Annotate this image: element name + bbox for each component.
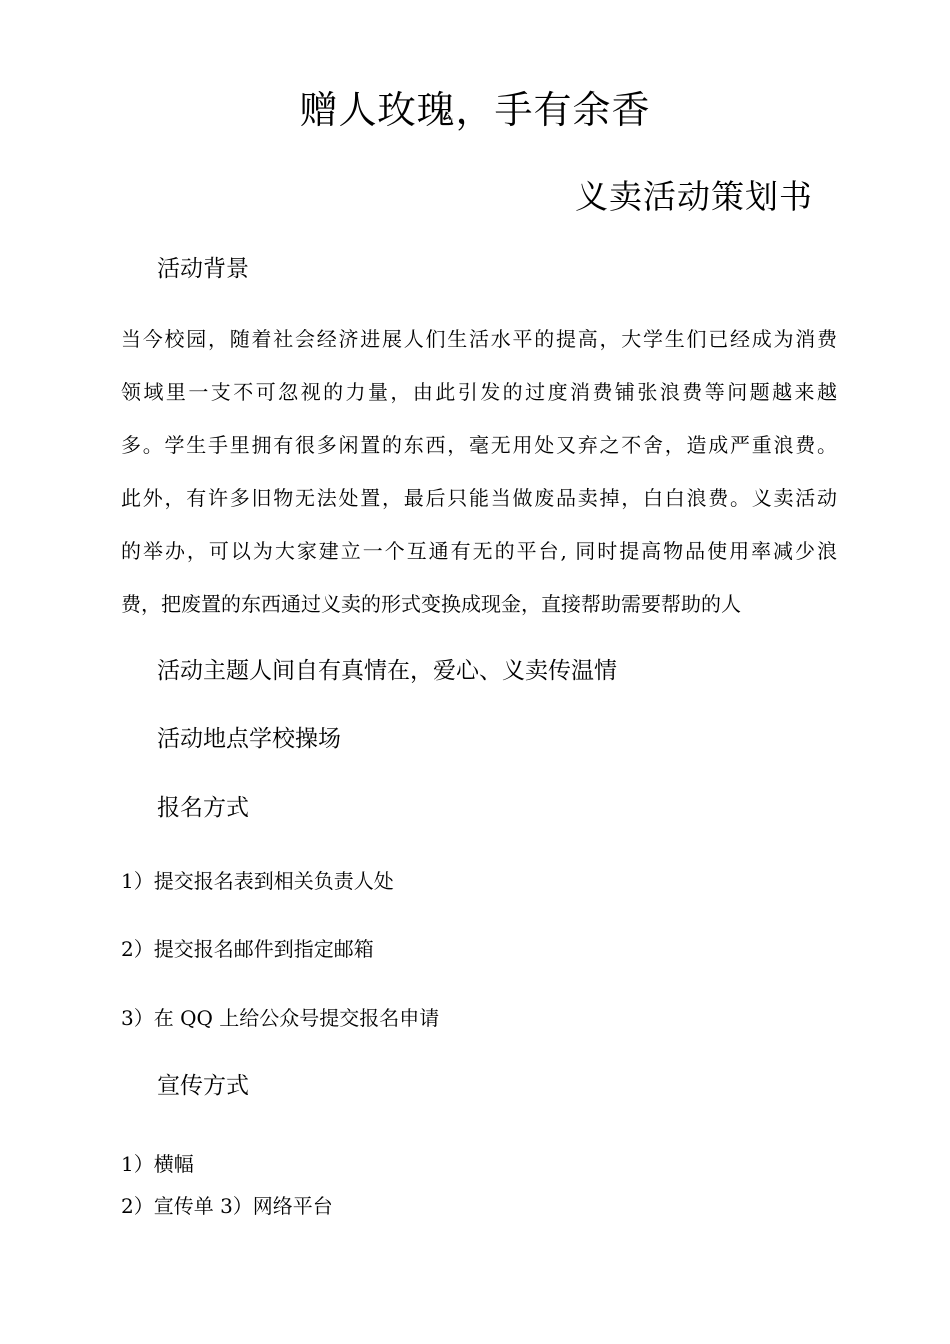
promotion-item: 1）横幅 xyxy=(121,1152,194,1176)
background-paragraph-line: 费，把废置的东西通过义卖的形式变换成现金，直接帮助需要帮助的人 xyxy=(121,592,741,616)
document-title: 赠人玫瑰，手有余香 xyxy=(299,88,651,132)
location-line: 活动地点学校操场 xyxy=(157,726,341,752)
background-paragraph-line: 当今校园，随着社会经济进展人们生活水平的提高，大学生们已经成为消费 xyxy=(121,327,837,351)
signup-item: 1）提交报名表到相关负责人处 xyxy=(121,869,394,893)
document-subtitle: 义卖活动策划书 xyxy=(575,177,813,216)
background-paragraph-line: 此外，有许多旧物无法处置，最后只能当做废品卖掉，白白浪费。义卖活动 xyxy=(121,486,837,510)
signup-item: 2）提交报名邮件到指定邮箱 xyxy=(121,937,374,961)
background-paragraph-line: 领域里一支不可忽视的力量，由此引发的过度消费铺张浪费等问题越来越 xyxy=(121,380,837,404)
background-paragraph-line: 的举办，可以为大家建立一个互通有无的平台, 同时提高物品使用率减少浪 xyxy=(121,539,837,563)
theme-line: 活动主题人间自有真情在，爱心、义卖传温情 xyxy=(157,658,617,684)
background-paragraph-line: 多。学生手里拥有很多闲置的东西，毫无用处又弃之不舍，造成严重浪费。 xyxy=(121,433,837,457)
signup-heading: 报名方式 xyxy=(157,795,249,821)
signup-item: 3）在 QQ 上给公众号提交报名申请 xyxy=(121,1006,440,1030)
background-heading: 活动背景 xyxy=(157,256,249,282)
promotion-heading: 宣传方式 xyxy=(157,1073,249,1099)
promotion-item: 2）宣传单 3）网络平台 xyxy=(121,1194,333,1218)
